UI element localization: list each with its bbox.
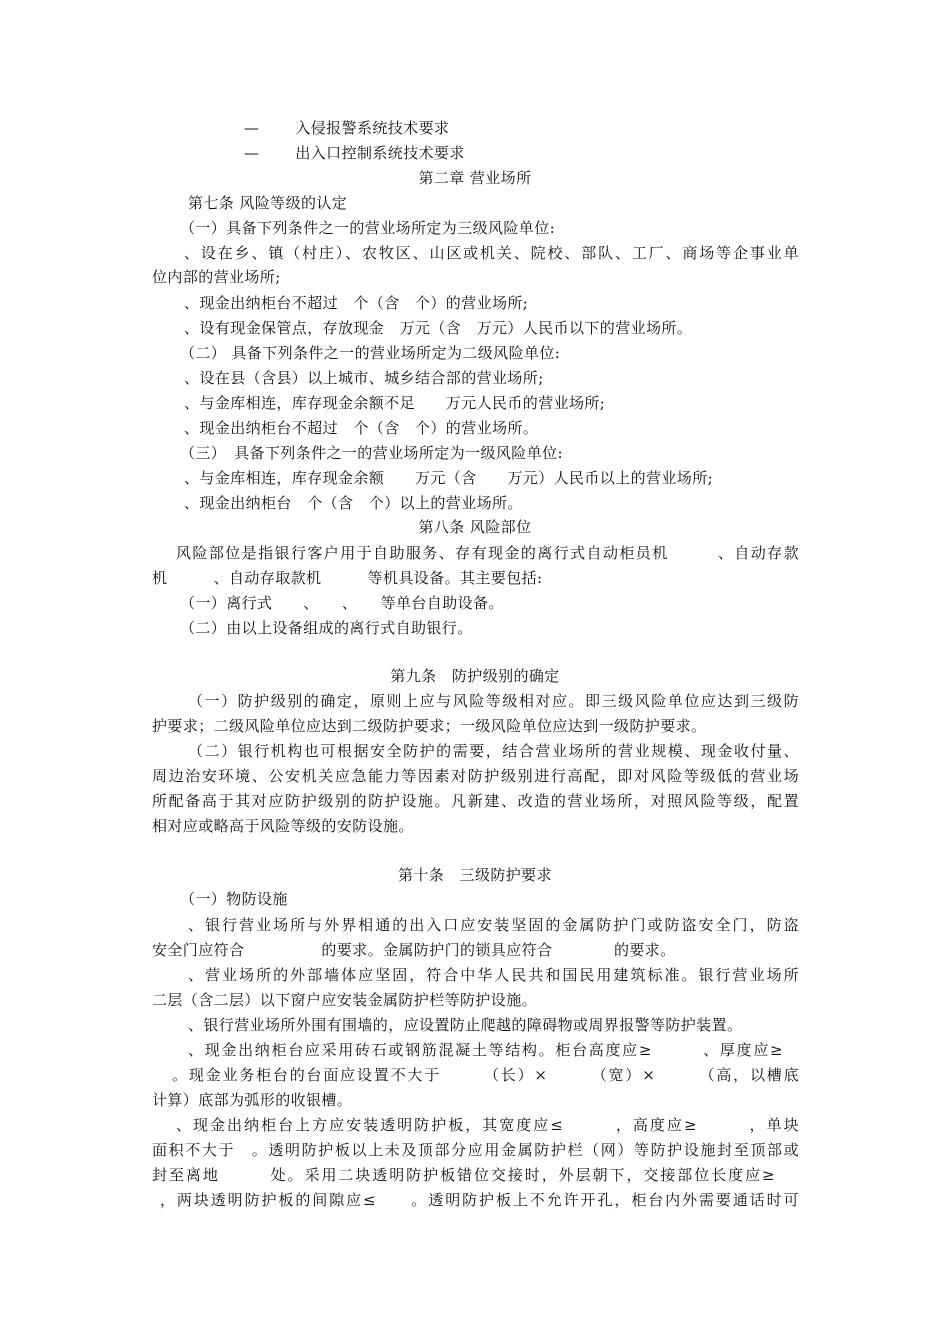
paragraph-line: 、现金出纳柜台上方应安装透明防护板，其宽度应≤ ，高度应≥ ，单块 [176, 1116, 799, 1134]
paragraph-line: （三） 具备下列条件之一的营业场所定为一级风险单位: [180, 444, 563, 462]
paragraph-line: 、现金出纳柜台不超过 个（含 个）的营业场所。 [184, 419, 539, 437]
sub-heading: （一）物防设施 [180, 890, 288, 908]
paragraph-line: 、设在乡、镇（村庄）、农牧区、山区或机关、院校、部队、工厂、商场等企事业单 [184, 244, 799, 262]
paragraph-line: 面积不大于 。透明防护板以上未及顶部分应用金属防护栏（网）等防护设施封至顶部或 [152, 1141, 799, 1159]
paragraph-line: 周边治安环境、公安机关应急能力等因素对防护级别进行高配，即对风险等级低的营业场 [152, 767, 799, 785]
paragraph-line: 、银行营业场所与外界相通的出入口应安装坚固的金属防护门或防盗安全门，防盗 [188, 916, 799, 934]
paragraph-line: 、营业场所的外部墙体应坚固，符合中华人民共和国民用建筑标准。银行营业场所 [188, 966, 799, 984]
paragraph-line: （二）银行机构也可根据安全防护的需要，结合营业场所的营业规模、现金收付量、 [188, 742, 799, 760]
paragraph-line: 所配备高于其对应防护级别的防护设施。凡新建、改造的营业场所，对照风险等级，配置 [152, 792, 799, 810]
paragraph-line: （一）防护级别的确定，原则上应与风险等级相对应。即三级风险单位应达到三级防 [188, 692, 799, 710]
paragraph-line: 、与金库相连，库存现金余额 万元（含 万元）人民币以上的营业场所; [184, 469, 714, 487]
paragraph-line: ，两块透明防护板的间隙应≤ 。透明防护板上不允许开孔，柜台内外需要通话时可 [160, 1191, 799, 1209]
paragraph-line: 风险部位是指银行客户用于自助服务、存有现金的离行式自动柜员机 、自动存款 [176, 544, 799, 562]
chapter-heading: 第二章 营业场所 [418, 169, 532, 187]
paragraph-line: 、现金出纳柜台应采用砖石或钢筋混凝土等结构。柜台高度应≥ 、厚度应≥ [188, 1041, 783, 1059]
paragraph-line: 。现金业务柜台的台面应设置不大于 （长）× （宽）× （高，以槽底 [172, 1066, 799, 1084]
article-heading: 第七条 风险等级的认定 [188, 194, 348, 212]
paragraph-line: 、银行营业场所外围有围墙的，应设置防止爬越的障碍物或周界报警等防护装置。 [188, 1016, 743, 1034]
paragraph-line: （一）具备下列条件之一的营业场所定为三级风险单位: [180, 219, 556, 237]
paragraph-line: 计算）底部为弧形的收银槽。 [152, 1091, 353, 1109]
paragraph-line: （二）由以上设备组成的离行式自助银行。 [180, 619, 473, 637]
article-heading: 第九条 防护级别的确定 [390, 667, 560, 685]
paragraph-line: 相对应或略高于风险等级的安防设施。 [152, 817, 414, 835]
paragraph-line: 安全门应符合 的要求。金属防护门的锁具应符合 的要求。 [152, 941, 676, 959]
list-dash-line: — 出入口控制系统技术要求 [244, 144, 465, 162]
paragraph-line: 、与金库相连，库存现金余额不足 万元人民币的营业场所; [184, 394, 606, 412]
paragraph-line: 封至离地 处。采用二块透明防护板错位交接时，外层朝下，交接部位长度应≥ [152, 1166, 775, 1184]
paragraph-line: 机 、自动存取款机 等机具设备。其主要包括: [152, 569, 543, 587]
paragraph-line: （一）离行式 、 、 等单台自助设备。 [180, 594, 504, 612]
paragraph-line: （二） 具备下列条件之一的营业场所定为二级风险单位: [180, 344, 561, 362]
article-heading: 第十条 三级防护要求 [397, 866, 552, 884]
article-heading: 第八条 风险部位 [418, 518, 532, 536]
paragraph-line: 二层（含二层）以下窗户应安装金属防护栏等防护设施。 [152, 991, 538, 1009]
paragraph-line: 、设有现金保管点，存放现金 万元（含 万元）人民币以下的营业场所。 [184, 319, 693, 337]
paragraph-line: 护要求；二级风险单位应达到二级防护要求；一级风险单位应达到一级防护要求。 [152, 717, 707, 735]
paragraph-line: 、现金出纳柜台不超过 个（含 个）的营业场所; [184, 294, 529, 312]
paragraph-line: 、现金出纳柜台 个（含 个）以上的营业场所。 [184, 494, 523, 512]
paragraph-line: 位内部的营业场所; [152, 268, 281, 286]
paragraph-line: 、设在县（含县）以上城市、城乡结合部的营业场所; [184, 369, 544, 387]
list-dash-line: — 入侵报警系统技术要求 [244, 119, 450, 137]
